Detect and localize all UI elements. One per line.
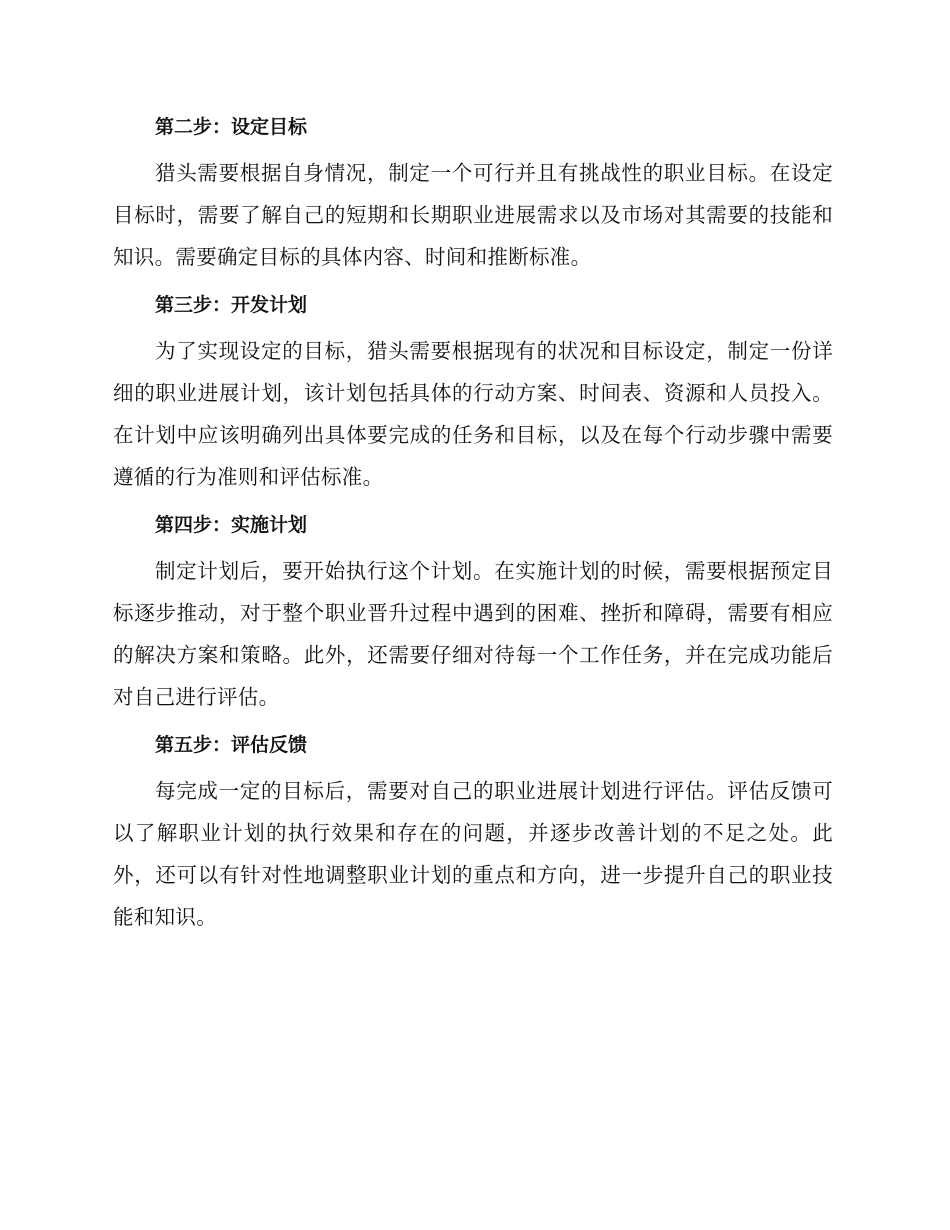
section-paragraph: 猎头需要根据自身情况，制定一个可行并且有挑战性的职业目标。在设定目标时，需要了解自己的短期和长期职业进展需求以及市场对其需要的技能和知识。需要确定目标的具体内容、时间和推断标准。 <box>113 161 833 269</box>
section-step-4 <box>113 504 833 718</box>
section-step-3 <box>113 284 833 498</box>
section-heading: 第二步：设定目标 <box>155 116 308 138</box>
section-step-2 <box>113 106 833 278</box>
section-heading: 第五步：评估反馈 <box>155 734 308 756</box>
section-heading: 第四步：实施计划 <box>155 514 308 536</box>
section-heading: 第三步：开发计划 <box>155 294 308 316</box>
section-step-5 <box>113 724 833 938</box>
section-paragraph: 为了实现设定的目标，猎头需要根据现有的状况和目标设定，制定一份详细的职业进展计划，该计划包括具体的行动方案、时间表、资源和人员投入。在计划中应该明确列出具体要完成的任务和目标，以及在每个行动步骤中需要遵循的行为准则和评估标准。 <box>113 339 833 489</box>
section-paragraph: 制定计划后，要开始执行这个计划。在实施计划的时候，需要根据预定目标逐步推动，对于整个职业晋升过程中遇到的困难、挫折和障碍，需要有相应的解决方案和策略。此外，还需要仔细对待每一个工作任务，并在完成功能后对自己进行评估。 <box>113 559 833 709</box>
section-paragraph: 每完成一定的目标后，需要对自己的职业进展计划进行评估。评估反馈可以了解职业计划的执行效果和存在的问题，并逐步改善计划的不足之处。此外，还可以有针对性地调整职业计划的重点和方向，进一步提升自己的职业技能和知识。 <box>113 779 833 929</box>
document-page <box>113 106 833 944</box>
